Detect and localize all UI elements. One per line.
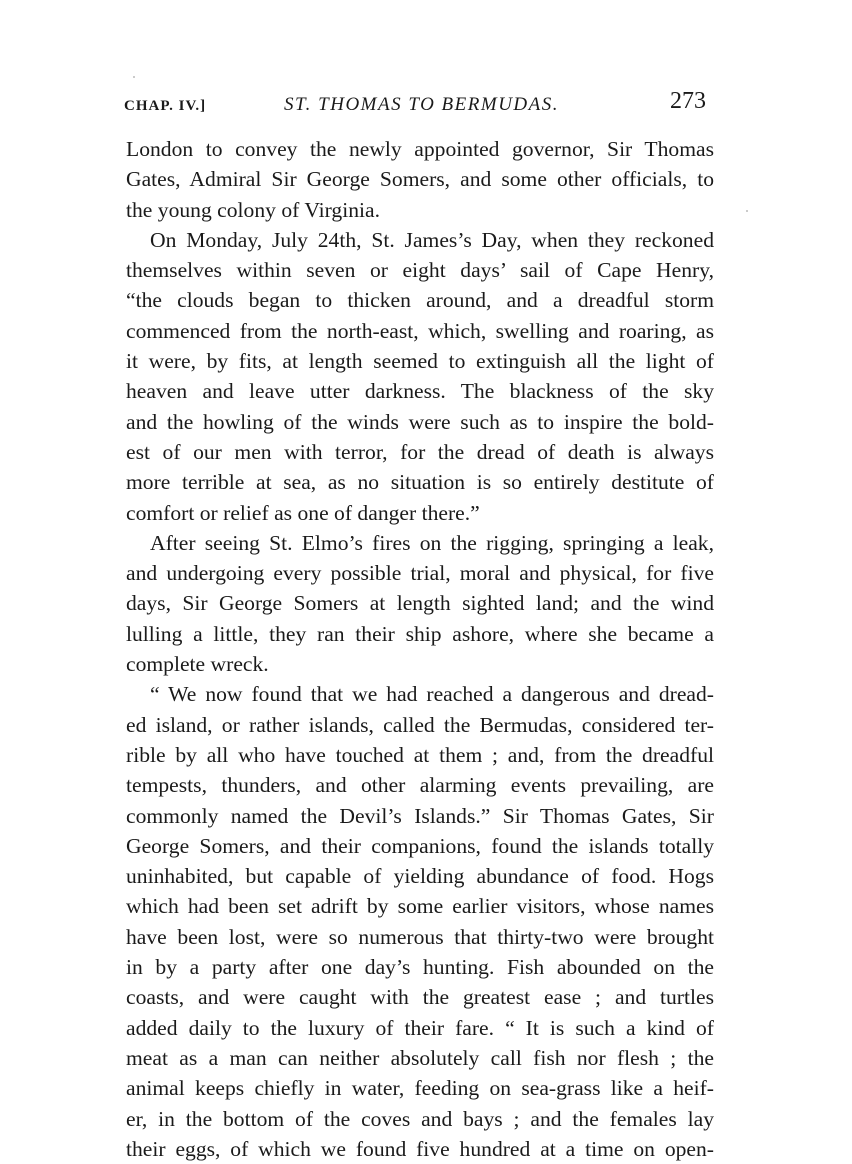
- text-line: their eggs, of which we found five hundred at a time on open-: [126, 1136, 714, 1161]
- text-line: and the howling of the winds were such as to inspire the bold-: [126, 409, 714, 434]
- text-line: ed island, or rather islands, called the Bermudas, considered ter-: [126, 712, 714, 737]
- text-line: the young colony of Virginia.: [126, 197, 381, 222]
- text-line: “ We now found that we had reached a dangerous and dread-: [150, 682, 714, 707]
- body-text: [126, 134, 714, 1164]
- text-line: commenced from the north-east, which, swelling and roaring, as: [126, 318, 714, 343]
- text-line: complete wreck.: [126, 652, 269, 677]
- text-line: rible by all who have touched at them ; and, from the dreadful: [126, 742, 714, 767]
- text-line: est of our men with terror, for the dread of death is always: [126, 439, 714, 464]
- text-line: in by a party after one day’s hunting. Fish abounded on the: [126, 955, 714, 980]
- text-line: heaven and leave utter darkness. The blackness of the sky: [126, 379, 714, 404]
- text-line: After seeing St. Elmo’s fires on the rigging, springing a leak,: [150, 530, 714, 555]
- running-header: [124, 88, 714, 128]
- page-number: 273: [670, 88, 706, 114]
- text-line: er, in the bottom of the coves and bays ; and the females lay: [126, 1106, 714, 1131]
- text-line: lulling a little, they ran their ship ashore, where she became a: [126, 621, 714, 646]
- text-line: commonly named the Devil’s Islands.” Sir Thomas Gates, Sir: [126, 803, 714, 828]
- running-title: ST. THOMAS TO BERMUDAS.: [284, 94, 559, 115]
- text-line: London to convey the newly appointed governor, Sir Thomas: [126, 137, 714, 161]
- text-line: which had been set adrift by some earlier visitors, whose names: [126, 894, 714, 919]
- text-line: have been lost, were so numerous that thirty-two were brought: [126, 924, 714, 949]
- text-line: more terrible at sea, as no situation is so entirely destitute of: [126, 470, 714, 495]
- text-line: “the clouds began to thicken around, and a dreadful storm: [126, 288, 714, 313]
- text-line: days, Sir George Somers at length sighted land; and the wind: [126, 591, 714, 616]
- text-line: comfort or relief as one of danger there.”: [126, 500, 480, 525]
- text-line: uninhabited, but capable of yielding abundance of food. Hogs: [126, 864, 714, 889]
- text-line: On Monday, July 24th, St. James’s Day, when they reckoned: [150, 227, 714, 252]
- text-line: themselves within seven or eight days’ sail of Cape Henry,: [126, 258, 714, 283]
- paper-speck: [133, 76, 135, 78]
- text-line: Gates, Admiral Sir George Somers, and some other officials, to: [126, 167, 714, 192]
- paper-speck: [746, 210, 748, 212]
- text-line: added daily to the luxury of their fare. “ It is such a kind of: [126, 1015, 714, 1040]
- text-line: tempests, thunders, and other alarming events prevailing, are: [126, 773, 714, 798]
- text-line: coasts, and were caught with the greatest ease ; and turtles: [126, 985, 714, 1010]
- text-line: and undergoing every possible trial, moral and physical, for five: [126, 561, 714, 586]
- text-line: meat as a man can neither absolutely call fish nor flesh ; the: [126, 1045, 714, 1070]
- text-line: it were, by fits, at length seemed to extinguish all the light of: [126, 349, 714, 374]
- chapter-label: CHAP. IV.]: [124, 98, 207, 114]
- text-line: George Somers, and their companions, found the islands totally: [126, 833, 714, 858]
- text-line: animal keeps chiefly in water, feeding on sea-grass like a heif-: [126, 1076, 714, 1101]
